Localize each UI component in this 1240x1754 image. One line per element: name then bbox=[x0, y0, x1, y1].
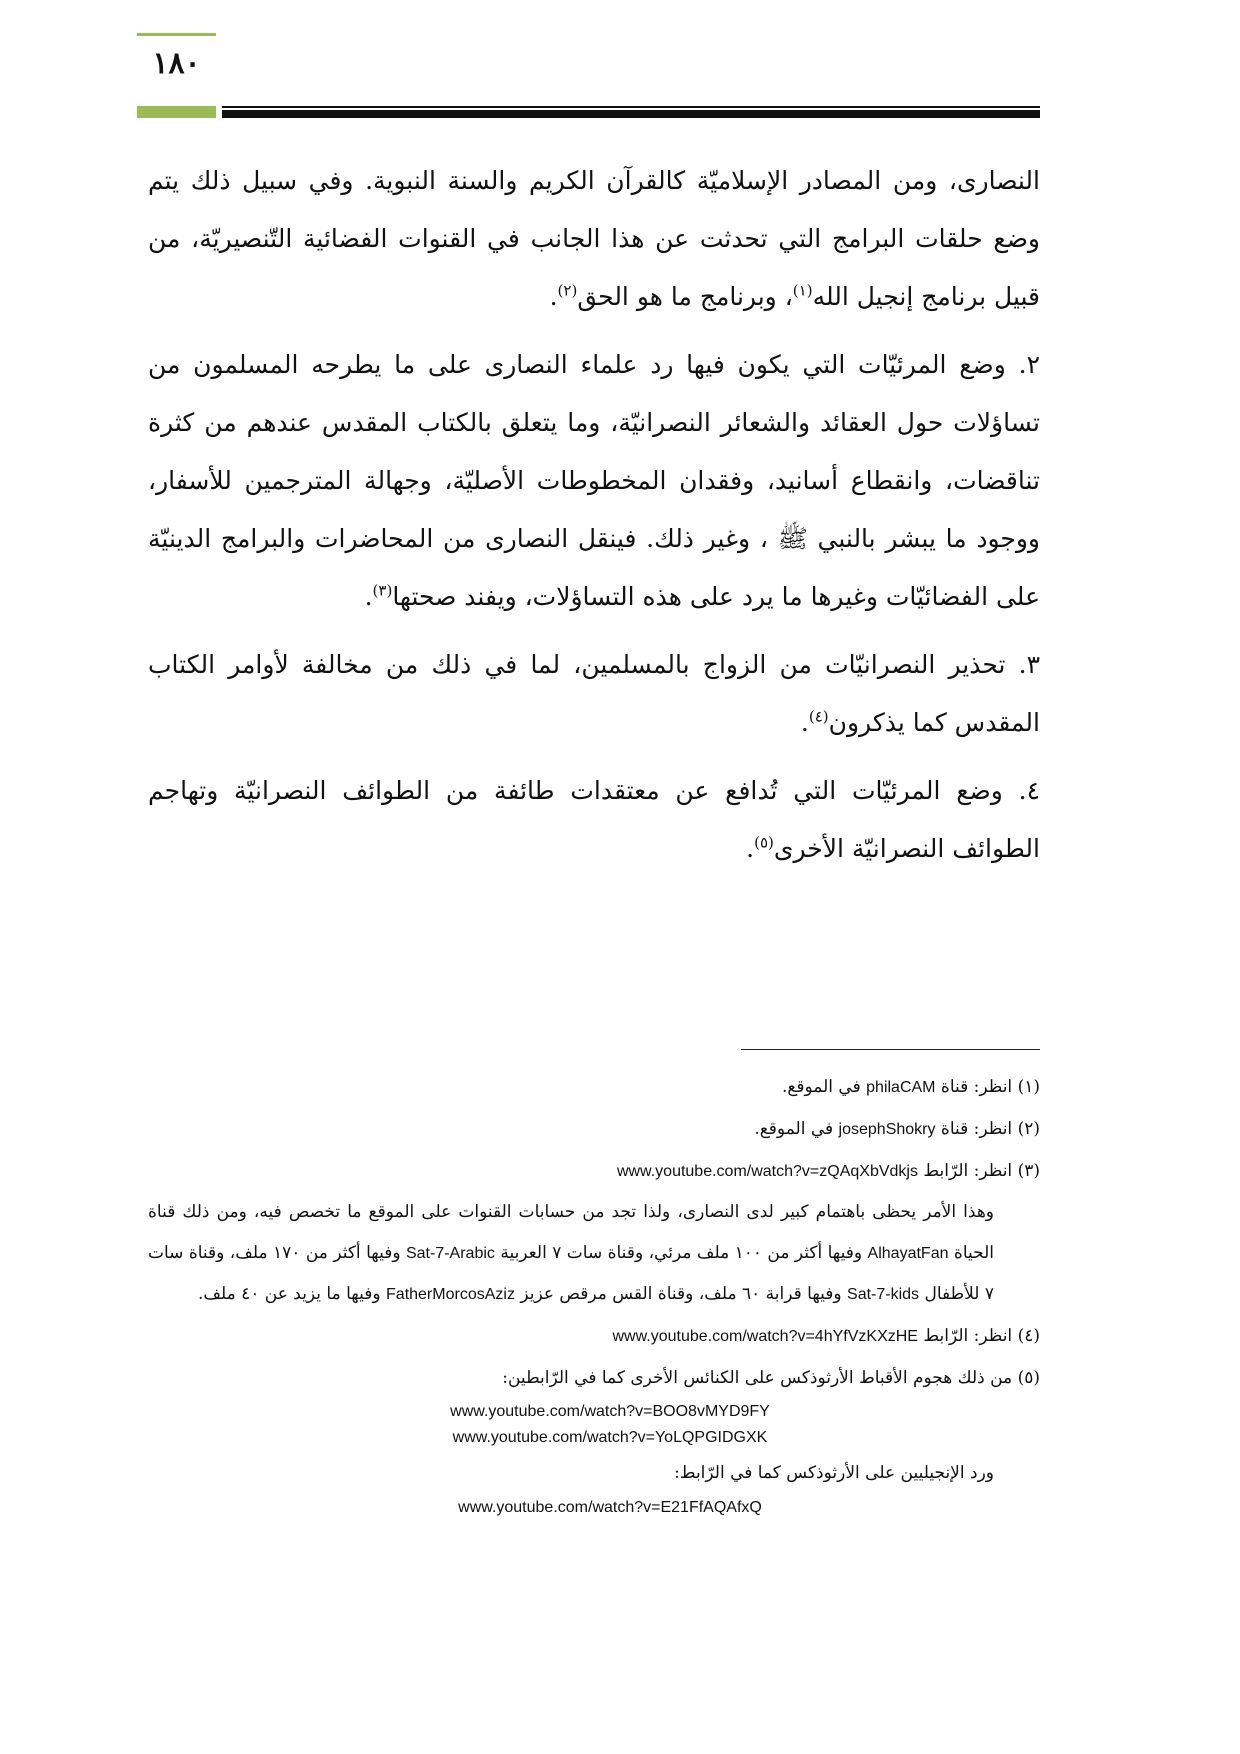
header-green-bar bbox=[137, 106, 216, 118]
footnote-link[interactable]: www.youtube.com/watch?v=YoLQPGIDGXK bbox=[452, 1429, 768, 1446]
paragraph-end: . bbox=[364, 582, 373, 611]
paragraph-text: ٣. تحذير النصرانيّات من الزواج بالمسلمين، لما في ذلك من مخالفة لأوامر الكتاب المقدس كما يذكرون bbox=[148, 650, 1040, 737]
footnote-link[interactable]: www.youtube.com/watch?v=E21FfAQAfxQ bbox=[458, 1499, 762, 1516]
footnote-3 bbox=[148, 1150, 1040, 1192]
paragraph-continuation bbox=[148, 152, 1040, 326]
channel-name: Sat-7-Arabic bbox=[405, 1245, 495, 1262]
paragraph-end: . bbox=[549, 282, 558, 311]
header-rule-thin bbox=[222, 106, 1040, 108]
footnote-5-continuation: ورد الإنجيليين على الأرثوذكس كما في الرّابط: bbox=[674, 1463, 994, 1483]
channel-name: Sat-7-kids bbox=[847, 1286, 920, 1303]
channel-name: philaCAM bbox=[866, 1079, 936, 1096]
channel-name: josephShokry bbox=[838, 1121, 936, 1138]
footnote-3-continuation bbox=[148, 1192, 1040, 1315]
paragraph-text: النصارى، ومن المصادر الإسلاميّة كالقرآن الكريم والسنة النبوية. وفي سبيل ذلك يتم وضع حلقات البرامج التي تحدثت عن هذا الجانب في القنوات الفضائية التّنصيريّة، من قبيل برنامج إنجيل الله bbox=[148, 166, 1040, 311]
paragraph-item-4 bbox=[148, 762, 1040, 878]
footnote-text: في الموقع. bbox=[754, 1119, 834, 1139]
footnote-link[interactable]: www.youtube.com/watch?v=BOO8vMYD9FY bbox=[450, 1403, 770, 1420]
footnote-2 bbox=[148, 1108, 1040, 1150]
paragraph-text: ، وبرنامج ما هو الحق bbox=[577, 282, 793, 311]
footnote-text: وفيها أكثر من ١٠٠ ملف مرئي، وقناة سات ٧ العربية bbox=[500, 1243, 863, 1263]
paragraph-item-2 bbox=[148, 336, 1040, 626]
footnote-marker: (٢) bbox=[1017, 1119, 1040, 1139]
paragraph-end: . bbox=[800, 708, 809, 737]
footnote-5 bbox=[148, 1357, 1040, 1399]
footnote-4 bbox=[148, 1315, 1040, 1357]
footnote-separator bbox=[741, 1049, 1040, 1050]
footnote-text: من ذلك هجوم الأقباط الأرثوذكس على الكنائس الأخرى كما في الرّابطين: bbox=[502, 1368, 1013, 1388]
footnote-ref-3[interactable]: (٣) bbox=[372, 581, 393, 600]
paragraph-text: ٢. وضع المرئيّات التي يكون فيها رد علماء النصارى على ما يطرحه المسلمون من تساؤلات حول العقائد والشعائر النصرانيّة، وما يتعلق بالكتاب المقدس عندهم من كثرة تناقضات، وانقطاع أسانيد، وفقدان المخطوطات الأصليّة، وجهالة المترجمين للأسفار، ووجود ما يبشر بالنبي ﷺ ، وغير ذلك. فينقل النصارى من المحاضرات والبرامج الدينيّة على الفضائيّات وغيرها ما يرد على هذه التساؤلات، ويفند صحتها bbox=[148, 350, 1041, 611]
footnote-link[interactable]: www.youtube.com/watch?v=zQAqXbVdkjs bbox=[616, 1163, 918, 1180]
paragraph-item-3 bbox=[148, 636, 1040, 752]
header-rule-thick bbox=[222, 110, 1040, 118]
footnote-1 bbox=[148, 1066, 1040, 1108]
footnotes bbox=[148, 1066, 1040, 1521]
footnote-text: وهذا الأمر يحظى باهتمام كبير لدى النصارى، ولذا تجد من حسابات القنوات على الموقع ما تخصص فيه، ومن ذلك قناة الحياة bbox=[148, 1202, 994, 1263]
page-number: ١٨٠ bbox=[152, 46, 201, 81]
footnote-ref-1[interactable]: (١) bbox=[792, 281, 813, 300]
footnote-marker: (٣) bbox=[1017, 1161, 1040, 1181]
paragraph-text: ٤. وضع المرئيّات التي تُدافع عن معتقدات طائفة من الطوائف النصرانيّة وتهاجم الطوائف النصرانيّة الأخرى bbox=[148, 776, 1040, 863]
footnote-marker: (٤) bbox=[1017, 1326, 1040, 1346]
channel-name: FatherMorcosAziz bbox=[386, 1286, 515, 1303]
footnote-text: في الموقع. bbox=[781, 1077, 861, 1097]
footnote-marker: (١) bbox=[1017, 1077, 1040, 1097]
footnote-text: وفيها ما يزيد عن ٤٠ ملف. bbox=[197, 1284, 381, 1304]
footnote-text: انظر: قناة bbox=[940, 1119, 1013, 1139]
footnote-ref-5[interactable]: (٥) bbox=[754, 833, 774, 852]
footnote-text: انظر: الرّابط bbox=[923, 1326, 1013, 1346]
channel-name: AlhayatFan bbox=[867, 1245, 949, 1262]
paragraph-end: . bbox=[746, 834, 755, 863]
footnote-marker: (٥) bbox=[1017, 1368, 1040, 1388]
footnote-text: وفيها قرابة ٦٠ ملف، وقناة القس مرقص عزيز bbox=[520, 1284, 842, 1304]
footnote-ref-2[interactable]: (٢) bbox=[557, 281, 578, 300]
footnote-text: انظر: الرّابط bbox=[923, 1161, 1013, 1181]
footnote-ref-4[interactable]: (٤) bbox=[808, 707, 829, 726]
footnote-text: وفيها أكثر من ١٧٠ ملف، وقناة سات ٧ للأطفال bbox=[148, 1243, 994, 1304]
header-accent-line bbox=[137, 33, 216, 36]
footnote-text: انظر: قناة bbox=[940, 1077, 1013, 1097]
footnote-link[interactable]: www.youtube.com/watch?v=4hYfVzKXzHE bbox=[612, 1328, 918, 1345]
main-body bbox=[148, 152, 1040, 888]
